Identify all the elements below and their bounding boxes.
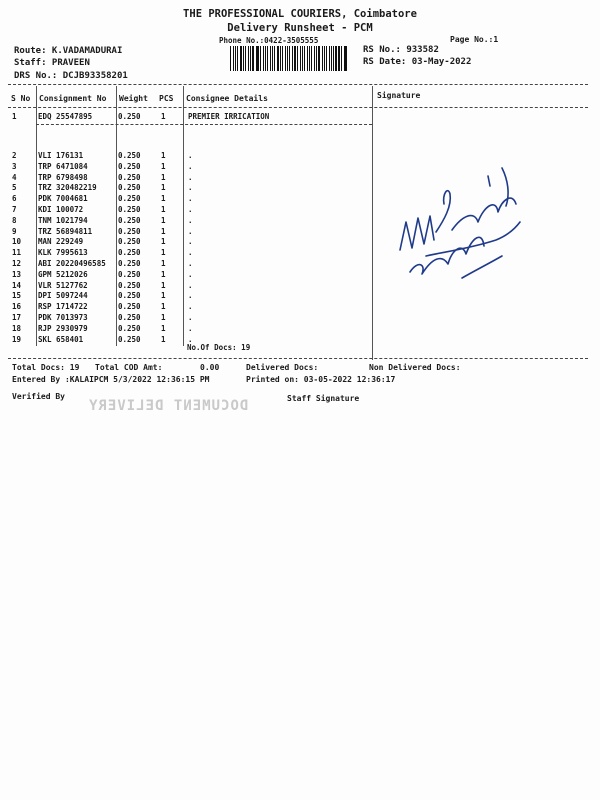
- cell-weight: 0.250: [118, 313, 141, 322]
- col-divider: [183, 86, 184, 346]
- cell-consignment: TRP 6471084: [38, 161, 88, 171]
- barcode-bar: [237, 46, 238, 71]
- cell-consignee: .: [188, 334, 193, 344]
- cell-sno: 12: [12, 259, 22, 268]
- verified-by: Verified By: [12, 392, 65, 401]
- cell-weight: 0.250: [118, 302, 141, 312]
- header-pcs: PCS: [159, 94, 174, 103]
- cell-weight: 0.250: [118, 161, 141, 171]
- cell-consignment: VLI 176131: [38, 151, 84, 160]
- cell-consignment: TRZ 320482219: [38, 183, 97, 193]
- cell-consignee: .: [188, 194, 193, 204]
- printed-on: Printed on: 03-05-2022 12:36:17: [246, 375, 396, 384]
- barcode-bar: [345, 46, 346, 71]
- barcode-bar: [307, 46, 308, 71]
- table-top-rule: [8, 84, 588, 85]
- barcode-bar: [335, 46, 336, 71]
- barcode-bar: [257, 46, 259, 71]
- cell-consignee: .: [188, 205, 193, 214]
- col-divider: [116, 86, 117, 346]
- cell-pcs: 1: [161, 112, 166, 121]
- cell-sno: 4: [12, 172, 17, 182]
- barcode-bar: [252, 46, 253, 71]
- cell-sno: 7: [12, 205, 17, 214]
- cell-consignee: .: [188, 226, 193, 236]
- barcode-bar: [318, 46, 320, 71]
- cell-sno: 19: [12, 334, 22, 344]
- barcode-bar: [333, 46, 334, 71]
- header-consignment: Consignment No: [39, 94, 107, 103]
- cell-sno: 8: [12, 215, 17, 225]
- barcode-bar: [277, 46, 279, 71]
- cell-pcs: 1: [161, 205, 166, 214]
- header-consignee: Consignee Details: [186, 94, 268, 103]
- cell-consignee: .: [188, 237, 193, 247]
- cell-sno: 2: [12, 151, 17, 160]
- cell-pcs: 1: [161, 172, 166, 182]
- barcode-bar: [230, 46, 231, 71]
- barcode-bar: [302, 46, 303, 71]
- cell-weight: 0.250: [118, 205, 141, 214]
- cell-consignment: GPM 5212026: [38, 269, 88, 279]
- cell-consignee: .: [188, 291, 193, 301]
- cell-consignee: .: [188, 313, 193, 322]
- cell-pcs: 1: [161, 194, 166, 204]
- cell-consignment: SKL 658401: [38, 334, 84, 344]
- cell-sno: 10: [12, 237, 22, 247]
- cell-sno: 15: [12, 291, 22, 301]
- cell-sno: 13: [12, 269, 22, 279]
- cell-pcs: 1: [161, 313, 166, 322]
- cell-sno: 6: [12, 194, 17, 204]
- barcode-bar: [233, 46, 234, 71]
- cell-sno: 11: [12, 248, 22, 258]
- cell-weight: 0.250: [118, 237, 141, 247]
- cell-consignee: .: [188, 172, 193, 182]
- cell-consignment: RSP 1714722: [38, 302, 88, 312]
- cell-consignee: PREMIER IRRICATION: [188, 112, 270, 121]
- total-docs: Total Docs: 19: [12, 363, 80, 372]
- cell-consignee: .: [188, 323, 193, 333]
- cell-pcs: 1: [161, 323, 166, 333]
- barcode-bar: [326, 46, 327, 71]
- handwritten-signature: [392, 160, 532, 300]
- cell-weight: 0.250: [118, 151, 141, 160]
- cell-consignee: .: [188, 280, 193, 290]
- barcode-bar: [304, 46, 305, 71]
- cell-consignee: .: [188, 248, 193, 258]
- cell-pcs: 1: [161, 269, 166, 279]
- cell-pcs: 1: [161, 248, 166, 258]
- cell-consignee: .: [188, 151, 193, 160]
- cell-weight: 0.250: [118, 172, 141, 182]
- barcode-bar: [260, 46, 261, 71]
- barcode-bar: [267, 46, 268, 71]
- cell-consignee: .: [188, 269, 193, 279]
- cell-pcs: 1: [161, 226, 166, 236]
- cell-pcs: 1: [161, 259, 166, 268]
- barcode-bar: [235, 46, 236, 71]
- barcode-bar: [285, 46, 286, 71]
- cell-pcs: 1: [161, 334, 166, 344]
- col-divider: [36, 86, 37, 346]
- rs-number: RS No.: 933582: [363, 45, 439, 55]
- cell-consignment: TRZ 56894811: [38, 226, 93, 236]
- cell-pcs: 1: [161, 161, 166, 171]
- barcode: [230, 46, 348, 71]
- header-signature: Signature: [377, 91, 421, 100]
- phone-number: Phone No.:0422-3505555: [219, 36, 319, 45]
- barcode-bar: [294, 46, 296, 71]
- cell-pcs: 1: [161, 183, 166, 193]
- cell-weight: 0.250: [118, 194, 141, 204]
- cell-weight: 0.250: [118, 183, 141, 193]
- barcode-bar: [292, 46, 293, 71]
- cell-weight: 0.250: [118, 248, 141, 258]
- cell-consignee: .: [188, 161, 193, 171]
- cell-consignment: ABI 20220496585: [38, 259, 106, 268]
- cell-weight: 0.250: [118, 269, 141, 279]
- page-number: Page No.:1: [450, 35, 499, 44]
- row-separator: [36, 124, 372, 125]
- barcode-bar: [341, 46, 342, 71]
- barcode-bar: [324, 46, 325, 71]
- total-cod-label: Total COD Amt:: [95, 363, 163, 372]
- cell-weight: 0.250: [118, 334, 141, 344]
- cell-pcs: 1: [161, 151, 166, 160]
- barcode-bar: [282, 46, 283, 71]
- barcode-bar: [280, 46, 281, 71]
- barcode-bar: [314, 46, 315, 71]
- staff-signature: Staff Signature: [287, 394, 360, 403]
- cell-pcs: 1: [161, 215, 166, 225]
- cell-sno: 18: [12, 323, 22, 333]
- cell-sno: 9: [12, 226, 17, 236]
- barcode-bar: [265, 46, 266, 71]
- cell-consignee: .: [188, 183, 193, 193]
- barcode-bar: [297, 46, 298, 71]
- barcode-bar: [322, 46, 323, 71]
- cell-sno: 14: [12, 280, 22, 290]
- cell-weight: 0.250: [118, 323, 141, 333]
- cell-sno: 16: [12, 302, 22, 312]
- cell-consignee: .: [188, 302, 193, 312]
- rs-date: RS Date: 03-May-2022: [363, 57, 472, 67]
- barcode-bar: [289, 46, 290, 71]
- barcode-bar: [272, 46, 273, 71]
- barcode-bar: [338, 46, 340, 71]
- route-label: Route: K.VADAMADURAI: [14, 46, 123, 56]
- cell-consignment: PDK 7013973: [38, 313, 88, 322]
- barcode-bar: [245, 46, 246, 71]
- cell-sno: 17: [12, 313, 22, 322]
- barcode-bar: [256, 46, 257, 71]
- cell-consignment: DPI 5097244: [38, 291, 88, 301]
- cell-consignment: KLK 7995613: [38, 248, 88, 258]
- barcode-bar: [329, 46, 330, 71]
- cell-consignment: TRP 6798498: [38, 172, 88, 182]
- cell-consignment: TNM 1021794: [38, 215, 88, 225]
- cell-pcs: 1: [161, 302, 166, 312]
- cell-weight: 0.250: [118, 215, 141, 225]
- cell-pcs: 1: [161, 237, 166, 247]
- staff-label: Staff: PRAVEEN: [14, 58, 90, 68]
- barcode-bar: [263, 46, 264, 71]
- drs-number: DRS No.: DCJB93358201: [14, 71, 128, 81]
- cell-sno: 1: [12, 112, 17, 121]
- header-sno: S No: [11, 94, 31, 103]
- cell-pcs: 1: [161, 291, 166, 301]
- non-delivered-docs: Non Delivered Docs:: [369, 363, 461, 372]
- barcode-bar: [331, 46, 332, 71]
- barcode-bar: [248, 46, 249, 71]
- table-bottom-rule: [8, 358, 588, 359]
- barcode-bar: [344, 46, 345, 71]
- delivered-docs: Delivered Docs:: [246, 363, 319, 372]
- cell-weight: 0.250: [118, 280, 141, 290]
- cell-consignment: MAN 229249: [38, 237, 84, 247]
- cell-weight: 0.250: [118, 112, 141, 121]
- barcode-bar: [287, 46, 288, 71]
- cell-weight: 0.250: [118, 226, 141, 236]
- barcode-bar: [240, 46, 242, 71]
- col-divider: [372, 86, 373, 360]
- cell-weight: 0.250: [118, 291, 141, 301]
- cell-consignment: EDQ 25547895: [38, 112, 93, 121]
- cell-sno: 5: [12, 183, 17, 193]
- header-weight: Weight: [119, 94, 148, 103]
- table-header-rule: [8, 107, 588, 108]
- barcode-bar: [311, 46, 312, 71]
- document-title: Delivery Runsheet - PCM: [227, 22, 373, 34]
- barcode-bar: [309, 46, 310, 71]
- no-of-docs: No.Of Docs: 19: [187, 343, 251, 352]
- entered-by: Entered By :KALAIPCM 5/3/2022 12:36:15 PM: [12, 375, 210, 384]
- cell-consignment: KDI 100072: [38, 205, 84, 214]
- total-cod-value: 0.00: [200, 363, 220, 372]
- barcode-bar: [250, 46, 251, 71]
- barcode-bar: [300, 46, 301, 71]
- company-title: THE PROFESSIONAL COURIERS, Coimbatore: [183, 8, 417, 20]
- cell-consignment: PDK 7004681: [38, 194, 88, 204]
- cell-consignee: .: [188, 259, 193, 268]
- barcode-bar: [274, 46, 275, 71]
- cell-sno: 3: [12, 161, 17, 171]
- cell-consignment: VLR 5127762: [38, 280, 88, 290]
- barcode-bar: [243, 46, 244, 71]
- cell-pcs: 1: [161, 280, 166, 290]
- cell-weight: 0.250: [118, 259, 141, 268]
- cell-consignee: .: [188, 215, 193, 225]
- barcode-bar: [270, 46, 271, 71]
- delivery-stamp: DOCUMENT DELIVERY: [88, 398, 249, 414]
- cell-consignment: RJP 2930979: [38, 323, 88, 333]
- barcode-bar: [316, 46, 317, 71]
